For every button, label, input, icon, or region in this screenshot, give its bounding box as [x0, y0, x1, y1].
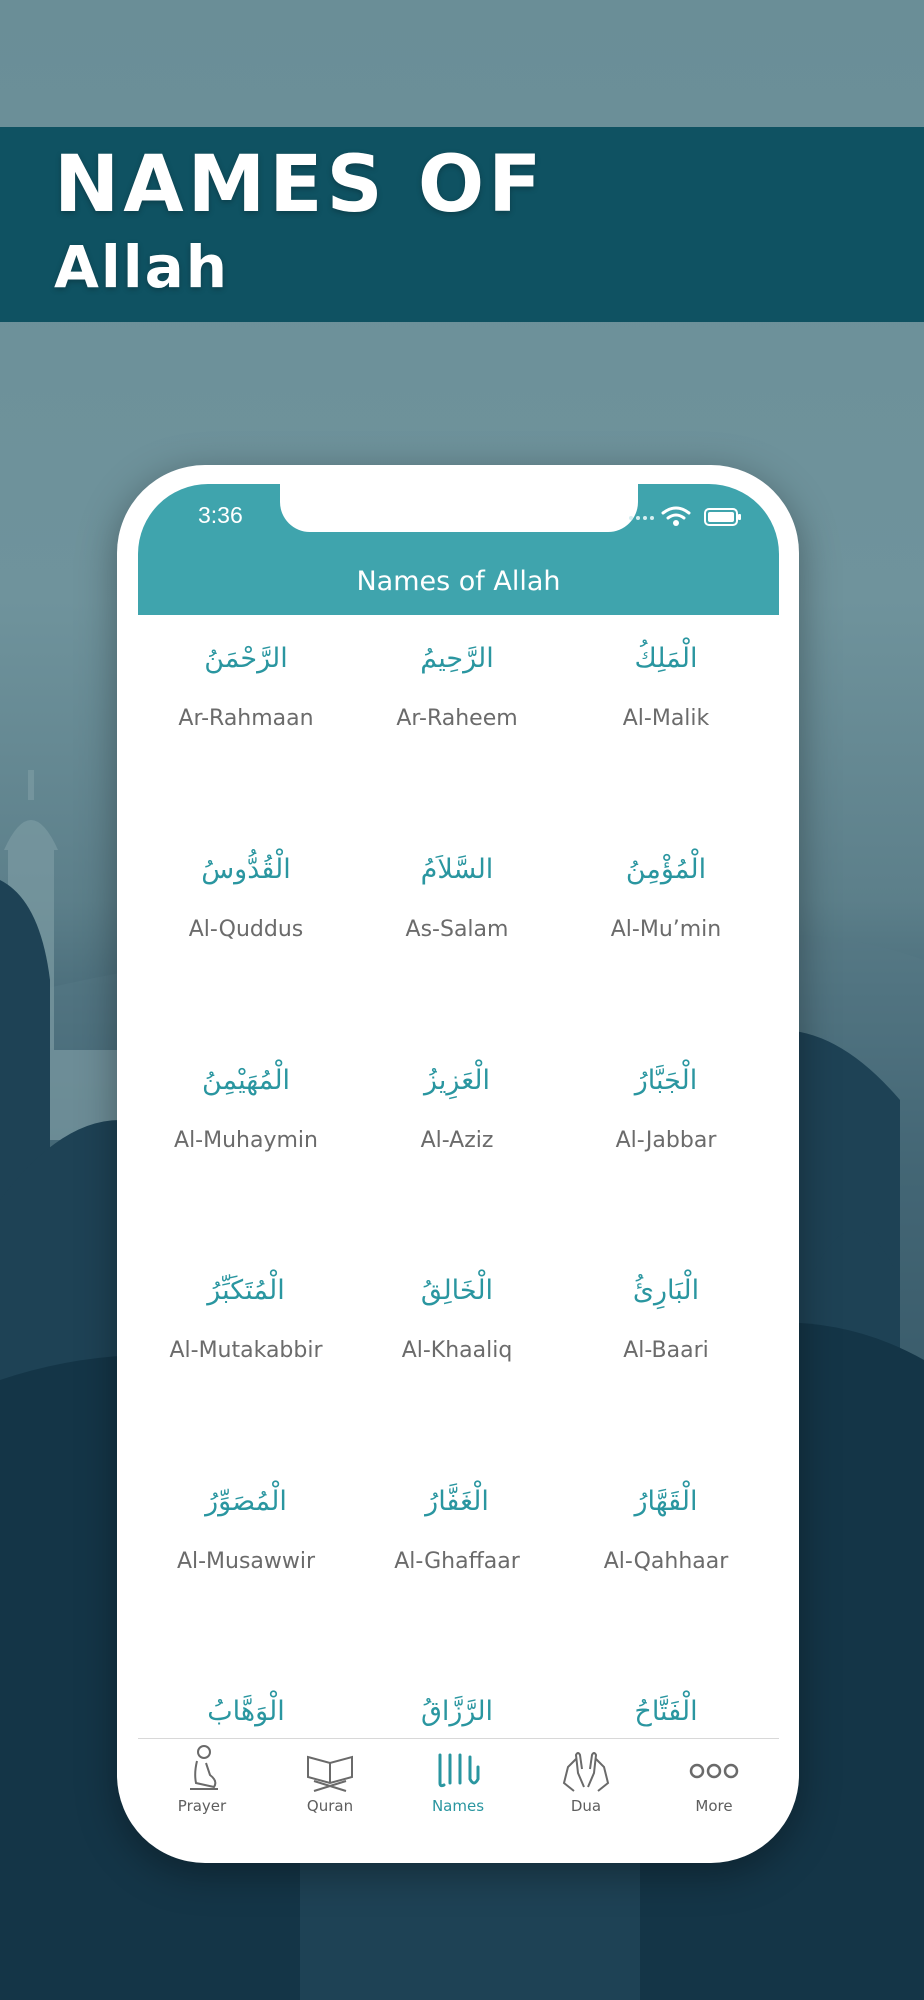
- name-arabic: الْمُهَيْمِنُ: [201, 1065, 291, 1096]
- name-transliteration: Al-Khaaliq: [401, 1338, 513, 1363]
- quran-icon: [304, 1743, 356, 1795]
- more-icon: [686, 1743, 742, 1795]
- name-transliteration: Ar-Rahmaan: [178, 706, 314, 731]
- name-arabic: الرَّحْمَنُ: [204, 643, 288, 674]
- name-cell[interactable]: [561, 845, 771, 942]
- name-cell[interactable]: [352, 1477, 562, 1574]
- name-arabic: الرَّحِيمُ: [420, 643, 494, 674]
- phone-screen: [138, 484, 779, 1845]
- tab-prayer[interactable]: [138, 1739, 266, 1819]
- tab-label: Prayer: [177, 1797, 227, 1815]
- name-cell[interactable]: [352, 845, 562, 942]
- navigation-bar: [138, 484, 779, 615]
- name-cell[interactable]: [352, 1056, 562, 1153]
- name-arabic: الْقُدُّوسُ: [201, 854, 291, 885]
- name-transliteration: Al-Ghaffaar: [394, 1549, 520, 1574]
- name-cell[interactable]: [141, 634, 351, 731]
- names-icon: [430, 1743, 486, 1795]
- tab-label: More: [695, 1797, 733, 1815]
- name-transliteration: Al-Mu’min: [610, 917, 722, 942]
- name-transliteration: Al-Malik: [622, 706, 710, 731]
- name-arabic: الْوَهَّابُ: [207, 1696, 285, 1727]
- tab-label: Quran: [306, 1797, 354, 1815]
- name-arabic: الرَّزَّاقُ: [420, 1696, 494, 1727]
- name-transliteration: Al-Quddus: [188, 917, 304, 942]
- name-arabic: الْغَفَّارُ: [425, 1486, 489, 1517]
- status-time: 3:36: [198, 502, 243, 528]
- name-cell[interactable]: [141, 1477, 351, 1574]
- prayer-icon: [182, 1743, 222, 1795]
- name-transliteration: As-Salam: [405, 917, 509, 942]
- name-arabic: الْمُتَكَبِّرُ: [207, 1275, 285, 1306]
- tab-names[interactable]: [394, 1739, 522, 1819]
- name-arabic: الْقَهَّارُ: [634, 1486, 698, 1517]
- name-transliteration: Al-Jabbar: [615, 1128, 717, 1153]
- name-cell[interactable]: [352, 634, 562, 731]
- name-cell[interactable]: [141, 1056, 351, 1153]
- tab-label: Names: [431, 1797, 485, 1815]
- banner-title-line2: Allah: [54, 233, 230, 301]
- status-icons: [623, 504, 743, 530]
- tab-label: Dua: [570, 1797, 602, 1815]
- name-transliteration: Al-Musawwir: [176, 1549, 316, 1574]
- name-cell[interactable]: [141, 1687, 351, 1737]
- name-transliteration: Al-Muhaymin: [174, 1128, 318, 1153]
- name-cell[interactable]: [352, 1687, 562, 1737]
- name-cell[interactable]: [561, 1477, 771, 1574]
- name-cell[interactable]: [561, 1687, 771, 1737]
- tab-more[interactable]: [650, 1739, 778, 1819]
- name-arabic: الْمُؤْمِنُ: [625, 854, 707, 885]
- name-cell[interactable]: [561, 1266, 771, 1363]
- name-arabic: الْفَتَّاحُ: [634, 1696, 698, 1727]
- tab-dua[interactable]: [522, 1739, 650, 1819]
- name-cell[interactable]: [352, 1266, 562, 1363]
- name-transliteration: Al-Baari: [623, 1338, 709, 1363]
- name-transliteration: Al-Qahhaar: [603, 1549, 729, 1574]
- page-title: Names of Allah: [356, 566, 561, 597]
- phone-notch: [280, 484, 638, 532]
- dua-icon: [558, 1743, 614, 1795]
- name-cell[interactable]: [141, 1266, 351, 1363]
- banner-title-line1: NAMES OF: [54, 140, 546, 230]
- wifi-icon: [663, 508, 689, 518]
- name-arabic: الْخَالِقُ: [420, 1275, 494, 1306]
- name-arabic: الْمُصَوِّرُ: [205, 1486, 287, 1517]
- name-arabic: الْبَارِئُ: [632, 1275, 700, 1306]
- name-arabic: السَّلاَمُ: [420, 854, 494, 885]
- tab-bar: [138, 1738, 779, 1845]
- name-transliteration: Al-Aziz: [420, 1128, 494, 1153]
- name-cell[interactable]: [561, 634, 771, 731]
- name-arabic: الْجَبَّارُ: [634, 1065, 698, 1096]
- name-arabic: الْعَزِيزُ: [423, 1065, 491, 1096]
- name-transliteration: Ar-Raheem: [396, 706, 518, 731]
- name-transliteration: Al-Mutakabbir: [169, 1338, 323, 1363]
- name-cell[interactable]: [141, 845, 351, 942]
- wifi-dot: [673, 520, 679, 526]
- name-arabic: الْمَلِكُ: [634, 643, 698, 674]
- signal-icon: [629, 516, 654, 520]
- tab-quran[interactable]: [266, 1739, 394, 1819]
- name-cell[interactable]: [561, 1056, 771, 1153]
